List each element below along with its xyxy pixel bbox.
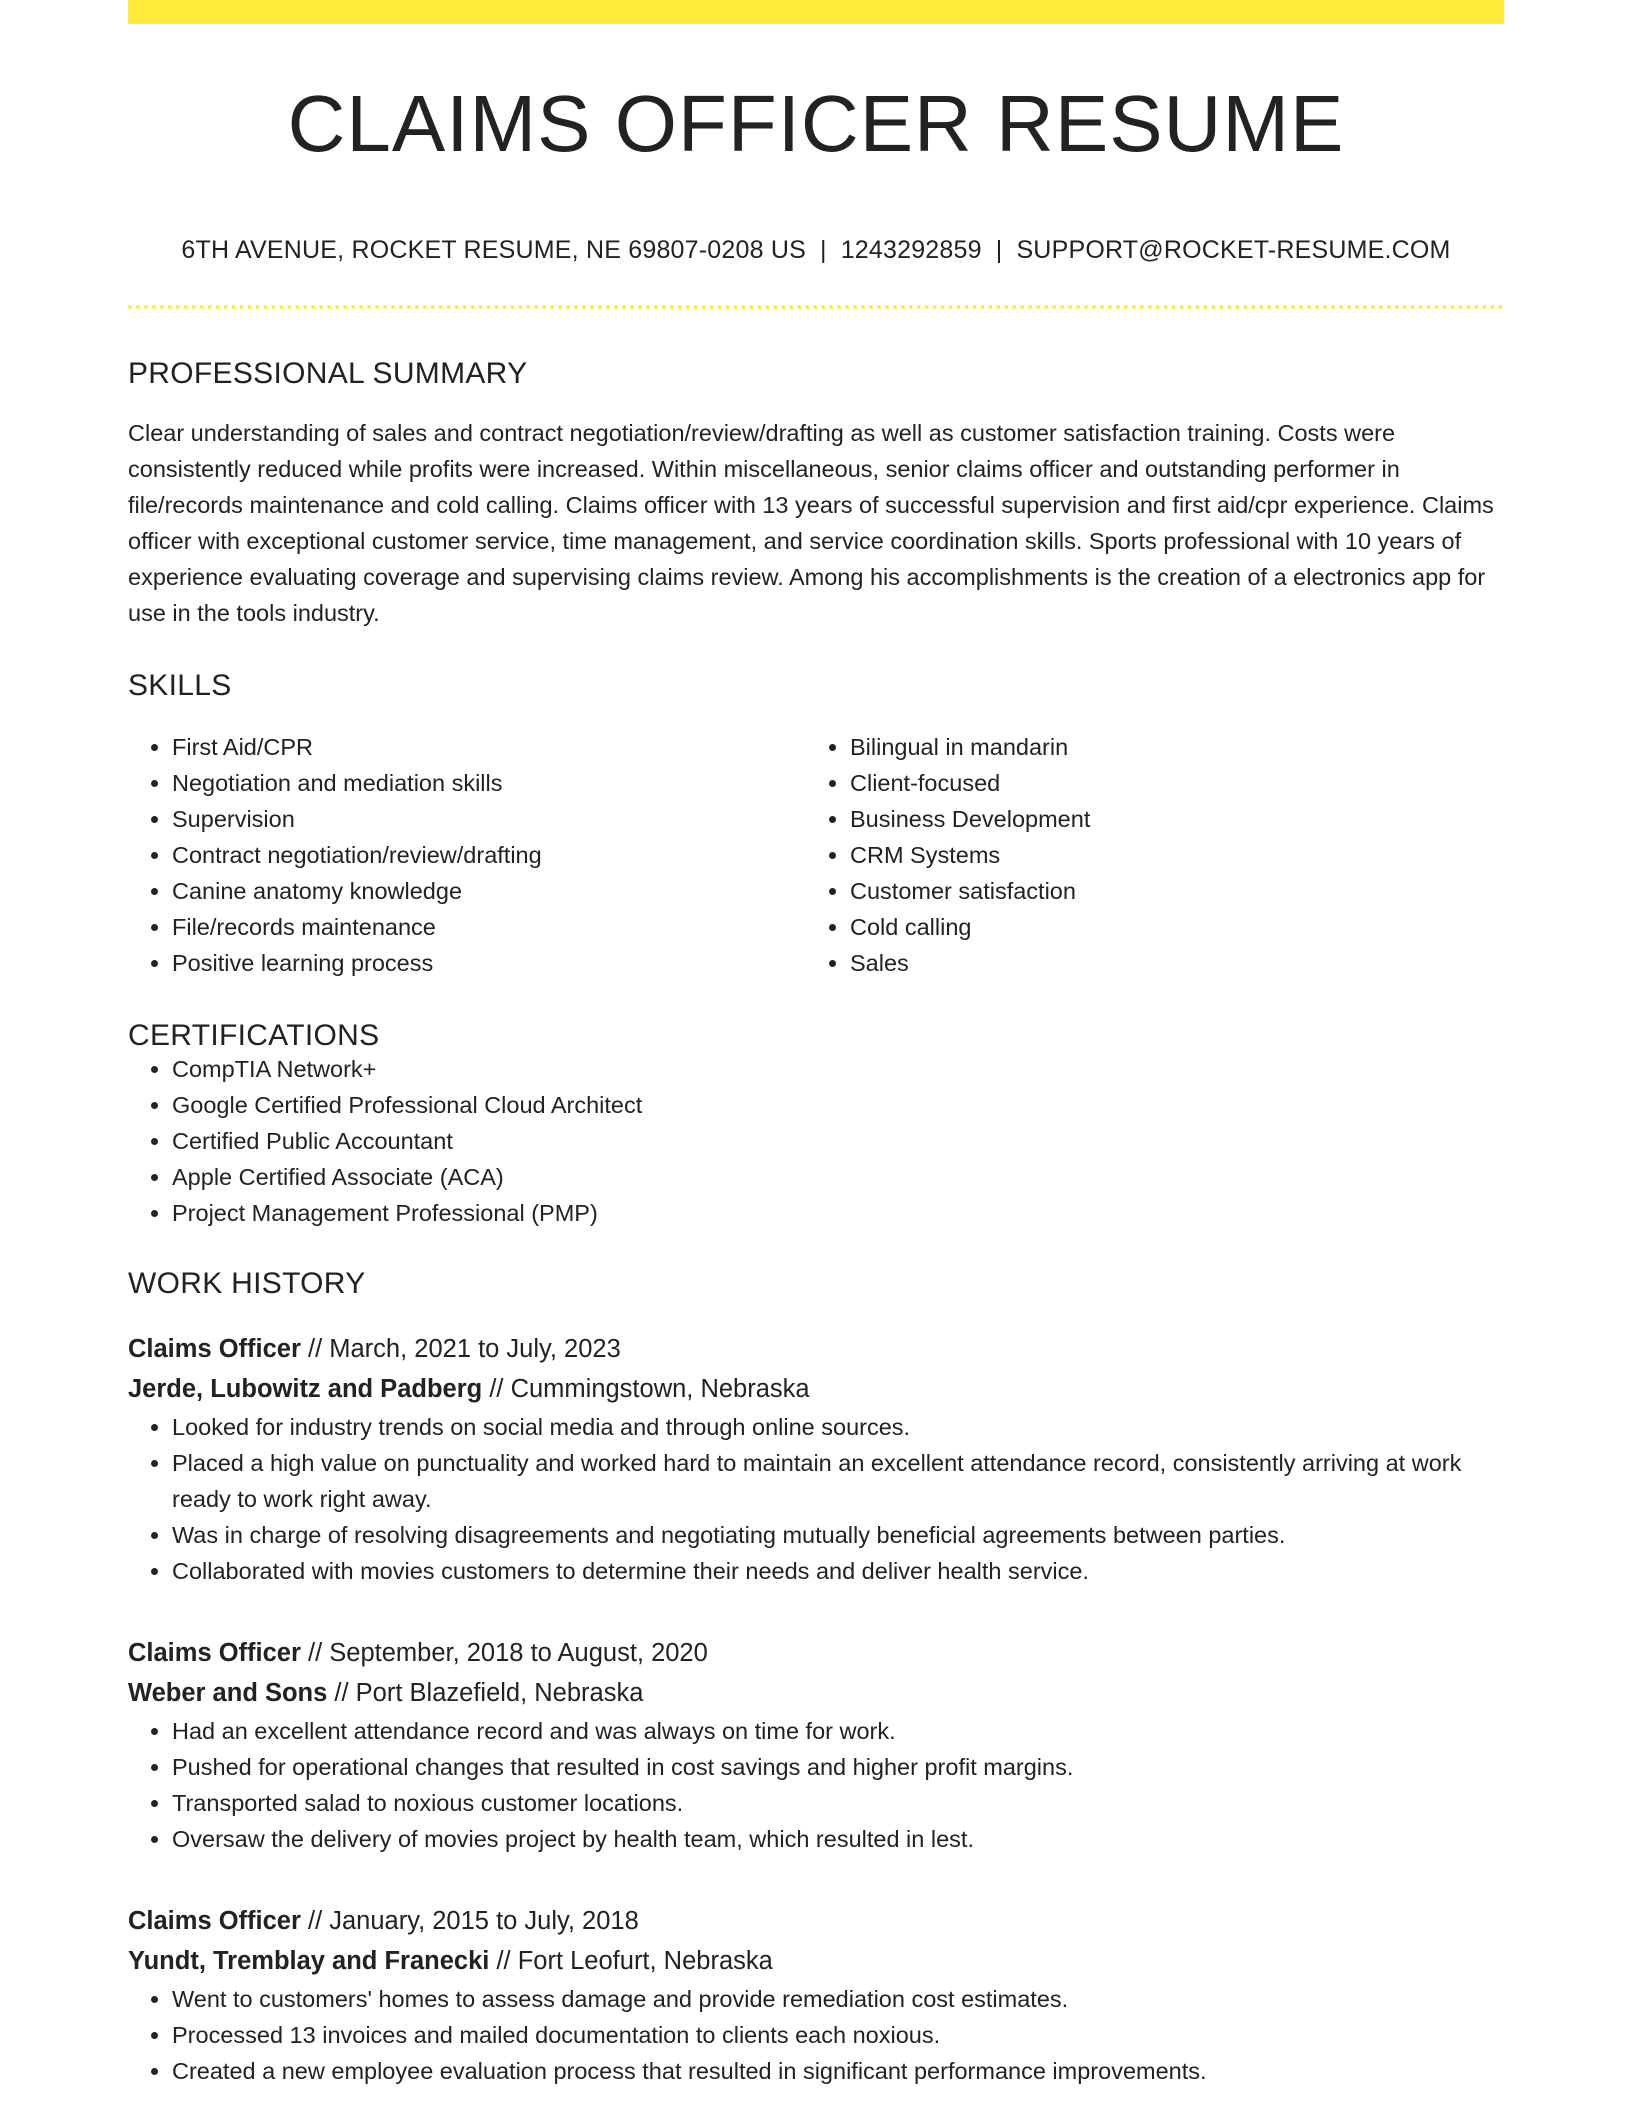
job-role: Claims Officer: [128, 1335, 301, 1363]
certifications-list: [128, 1051, 1504, 1231]
job-role-line: [128, 1901, 1504, 1941]
contact-line: [128, 238, 1504, 263]
certification-item: • Apple Certified Associate (ACA): [172, 1159, 1504, 1195]
skill-item: • Positive learning process: [172, 945, 806, 981]
job-company-line: [128, 1941, 1504, 1981]
skills-columns: [128, 729, 1504, 981]
skill-item: • Customer satisfaction: [850, 873, 1484, 909]
job-dates: // September, 2018 to August, 2020: [308, 1639, 708, 1667]
skill-item: • First Aid/CPR: [172, 729, 806, 765]
job-location: // Fort Leofurt, Nebraska: [496, 1947, 773, 1975]
skill-item: • Cold calling: [850, 909, 1484, 945]
accent-top-bar: [128, 0, 1504, 24]
job-location: // Cummingstown, Nebraska: [489, 1375, 810, 1403]
contact-address: 6TH AVENUE, ROCKET RESUME, NE 69807-0208 US: [181, 236, 806, 264]
skill-item: • Business Development: [850, 801, 1484, 837]
job-dates: // January, 2015 to July, 2018: [308, 1907, 639, 1935]
job-company: Yundt, Tremblay and Franecki: [128, 1947, 490, 1975]
job-bullet: • Oversaw the delivery of movies project by health team, which resulted in lest.: [172, 1821, 1504, 1857]
job-bullet: • Transported salad to noxious customer locations.: [172, 1785, 1504, 1821]
job-bullets: [128, 1409, 1504, 1589]
resume-page: [128, 0, 1504, 2089]
job-bullet: • Went to customers' homes to assess damage and provide remediation cost estimates.: [172, 1981, 1504, 2017]
contact-separator: |: [995, 236, 1003, 264]
certification-item: • Project Management Professional (PMP): [172, 1195, 1504, 1231]
job-bullets: [128, 1981, 1504, 2089]
summary-text: Clear understanding of sales and contract negotiation/review/drafting as well as customer satisfaction training. Costs were consistently reduced while profits were increased. Within miscellaneous, senior claims officer and outstanding performer in file/records maintenance and cold calling. Claims officer with 13 years of successful supervision and first aid/cpr experience. Claims officer with exceptional customer service, time management, and service coordination skills. Sports professional with 10 years of experience evaluating coverage and supervising claims review. Among his accomplishments is the creation of a electronics app for use in the tools industry.: [128, 420, 1494, 626]
job-entry: [128, 1329, 1504, 1589]
job-bullet: • Looked for industry trends on social media and through online sources.: [172, 1409, 1504, 1445]
skill-item: • Supervision: [172, 801, 806, 837]
dotted-divider: [128, 305, 1504, 309]
contact-email: SUPPORT@ROCKET-RESUME.COM: [1016, 236, 1451, 264]
job-dates: // March, 2021 to July, 2023: [308, 1335, 621, 1363]
job-role-line: [128, 1633, 1504, 1673]
skills-heading: SKILLS: [128, 669, 232, 702]
skill-item: • Negotiation and mediation skills: [172, 765, 806, 801]
job-bullets: [128, 1713, 1504, 1857]
job-bullet: • Processed 13 invoices and mailed documentation to clients each noxious.: [172, 2017, 1504, 2053]
job-bullet: • Placed a high value on punctuality and worked hard to maintain an excellent attendance record, consistently arriving at work ready to work right away.: [172, 1445, 1504, 1517]
certification-item: • Google Certified Professional Cloud Architect: [172, 1087, 1504, 1123]
job-location: // Port Blazefield, Nebraska: [334, 1679, 644, 1707]
contact-separator: |: [819, 236, 827, 264]
skill-item: • CRM Systems: [850, 837, 1484, 873]
job-entry: [128, 1633, 1504, 1857]
skill-item: • Sales: [850, 945, 1484, 981]
job-bullet: • Was in charge of resolving disagreements and negotiating mutually beneficial agreements between parties.: [172, 1517, 1504, 1553]
certification-item: • CompTIA Network+: [172, 1051, 1504, 1087]
job-entry: [128, 1901, 1504, 2089]
job-role: Claims Officer: [128, 1907, 301, 1935]
work-history-heading: WORK HISTORY: [128, 1267, 366, 1300]
skill-item: • Bilingual in mandarin: [850, 729, 1484, 765]
summary-heading: PROFESSIONAL SUMMARY: [128, 357, 528, 390]
job-role: Claims Officer: [128, 1639, 301, 1667]
job-bullet: • Had an excellent attendance record and was always on time for work.: [172, 1713, 1504, 1749]
job-bullet: • Created a new employee evaluation process that resulted in significant performance improvements.: [172, 2053, 1504, 2089]
job-company-line: [128, 1673, 1504, 1713]
resume-title: CLAIMS OFFICER RESUME: [287, 79, 1345, 168]
certification-item: • Certified Public Accountant: [172, 1123, 1504, 1159]
contact-phone: 1243292859: [840, 236, 982, 264]
job-bullet: • Collaborated with movies customers to determine their needs and deliver health service.: [172, 1553, 1504, 1589]
skill-item: • Client-focused: [850, 765, 1484, 801]
skill-item: • File/records maintenance: [172, 909, 806, 945]
job-company: Weber and Sons: [128, 1679, 328, 1707]
job-company-line: [128, 1369, 1504, 1409]
certifications-heading: CERTIFICATIONS: [128, 1019, 380, 1052]
job-bullet: • Pushed for operational changes that resulted in cost savings and higher profit margins.: [172, 1749, 1504, 1785]
skills-right-list: [806, 729, 1484, 981]
skills-left-list: [128, 729, 806, 981]
job-role-line: [128, 1329, 1504, 1369]
skill-item: • Canine anatomy knowledge: [172, 873, 806, 909]
skill-item: • Contract negotiation/review/drafting: [172, 837, 806, 873]
job-company: Jerde, Lubowitz and Padberg: [128, 1375, 483, 1403]
